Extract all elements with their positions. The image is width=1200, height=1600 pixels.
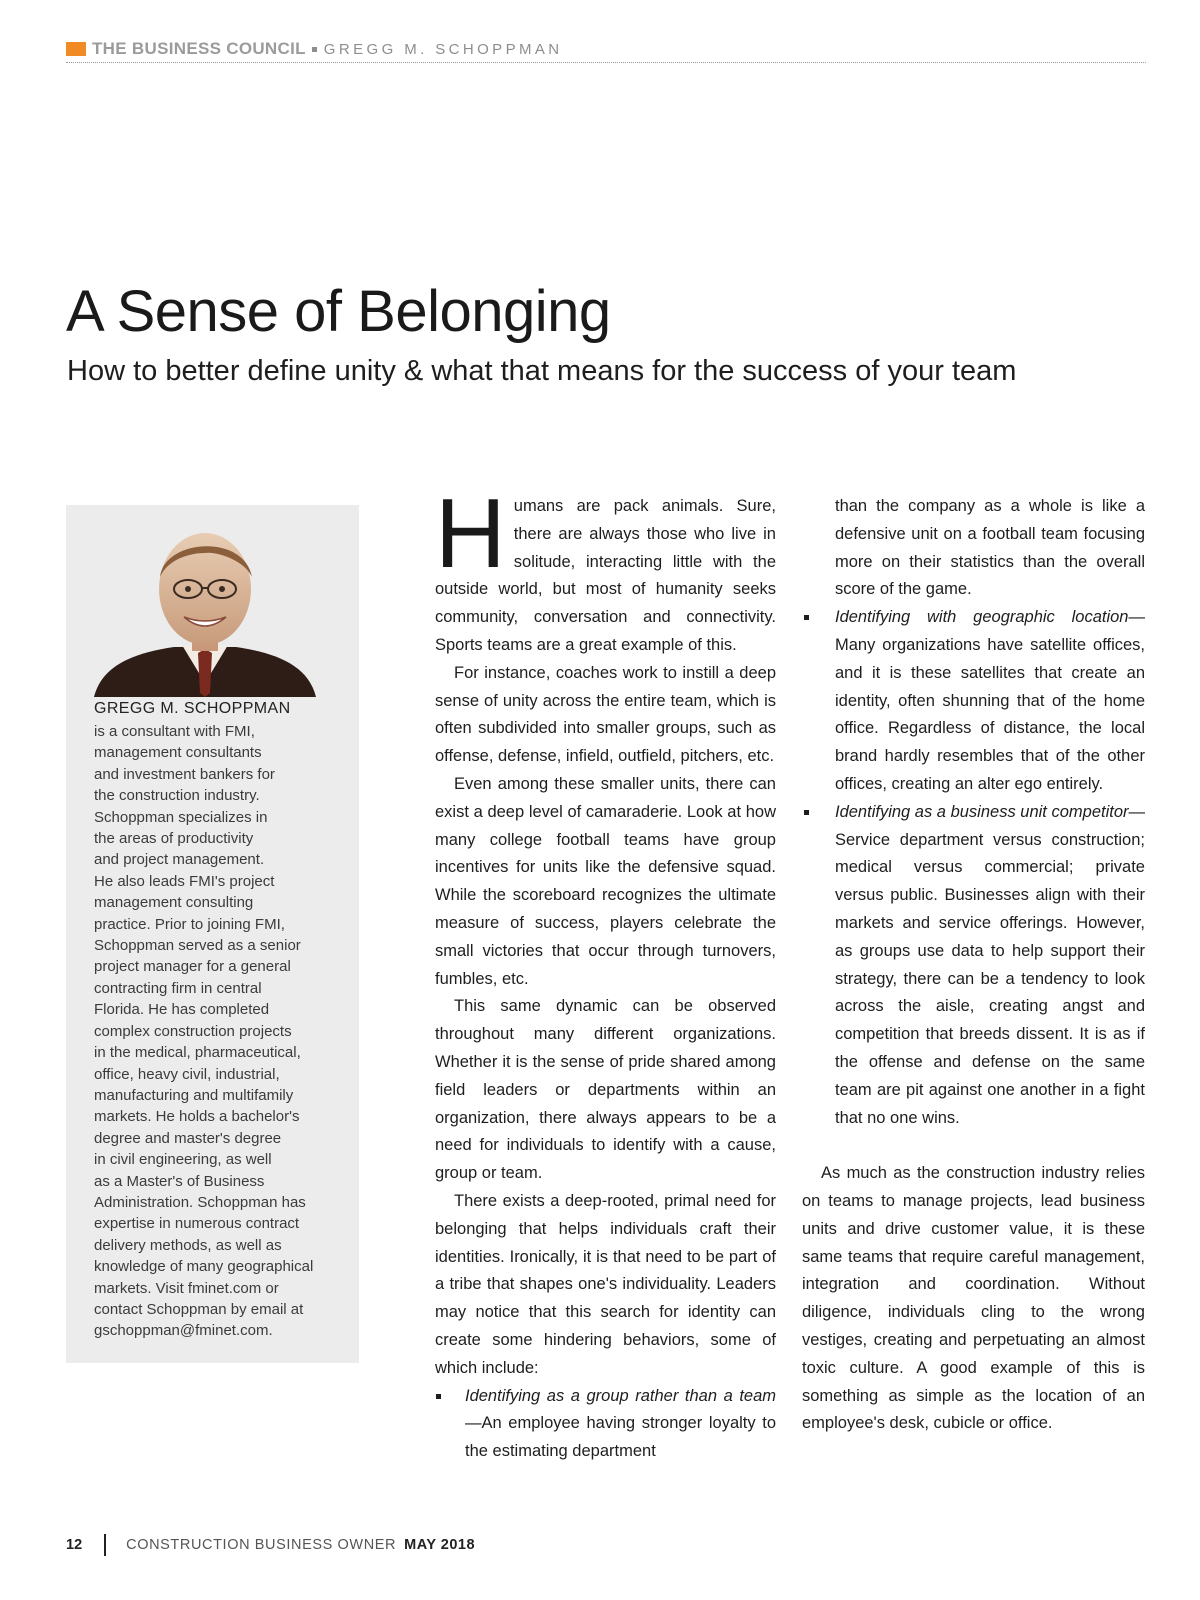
body-paragraph: This same dynamic can be observed throughout many different organizations. Whether it is the sense of pride shared among field leaders or departments within an organization, there always appears to be a need for individuals to identify with a cause, group or team.: [435, 997, 776, 1183]
issue-date: MAY 2018: [404, 1537, 476, 1553]
paragraph-gap: [802, 1132, 1145, 1160]
body-column-2: [802, 493, 1145, 1438]
author-bio-box: [66, 505, 359, 1363]
bullet-square-icon: [804, 615, 809, 620]
bullet-item: [802, 604, 1145, 799]
bullet-continuation: than the company as a whole is like a defensive unit on a football team focusing more on their statistics than the overall score of the game.: [835, 497, 1145, 599]
section-name: THE BUSINESS COUNCIL: [92, 39, 306, 58]
footer-divider: [104, 1534, 106, 1556]
header-author: GREGG M. SCHOPPMAN: [323, 40, 563, 58]
bullet-term: Identifying as a group rather than a team: [465, 1386, 776, 1405]
body-paragraph: Humans are pack animals. Sure, there are always those who live in solitude, interacting little with the outside world, but most of humanity seeks community, conversation and connectivity. Sports teams are a great example of this.: [435, 478, 776, 654]
body-column-1: [435, 478, 776, 1466]
body-paragraph: There exists a deep-rooted, primal need for belonging that helps individuals craft their identities. Ironically, it is that need to be part of a tribe that shapes one's individuality. Leaders may notice that this search for identity can create some hindering behaviors, some of which include:: [435, 1191, 776, 1377]
bullet-text: —Service department versus construction; medical versus commercial; private versus public. Businesses align with their markets and service offerings. However, as groups use data to help support their strategy, there can be a tendency to look across the aisle, creating angst and competition that breeds dissent. It is as if the offense and defense on the same team are pit against one another in a fight that no one wins.: [835, 802, 1145, 1127]
running-header: [66, 36, 1146, 63]
body-paragraph: For instance, coaches work to instill a deep sense of unity across the entire team, which is often subdivided into smaller groups, such as offense, defense, infield, outfield, pitchers, etc.: [435, 663, 776, 766]
bullet-square-icon: [436, 1394, 441, 1399]
article-subtitle: How to better define unity & what that means for the success of your team: [67, 355, 1017, 387]
author-photo: [94, 525, 316, 697]
body-paragraph: As much as the construction industry relies on teams to manage projects, lead business units and drive customer value, it is these same teams that require careful management, integration and coordination. Without diligence, individuals cling to the wrong vestiges, creating and perpetuating an almost toxic culture. A good example of this is something as simple as the location of an employee's desk, cubicle or office.: [802, 1164, 1145, 1433]
magazine-name: CONSTRUCTION BUSINESS OWNER: [126, 1537, 397, 1553]
bio-text: is a consultant with FMI, management consultants and investment bankers for the construction industry. Schoppman specializes in the areas of productivity and project management. He also leads FMI's project management consulting practice. Prior to joining FMI, Schoppman served as a senior project manager for a general contracting firm in central Florida. He has completed complex construction projects in the medical, pharmaceutical, office, heavy civil, industrial, manufacturing and multifamily markets. He holds a bachelor's degree and master's degree in civil engineering, as well as a Master's of Business Administration. Schoppman has expertise in numerous contract delivery methods, as well as knowledge of many geographical markets. Visit fminet.com or contact Schoppman by email at gschoppman@fminet.com.: [94, 723, 314, 1340]
page-footer: [66, 1533, 475, 1557]
bullet-square-icon: [804, 810, 809, 815]
drop-cap: H: [435, 478, 506, 588]
bullet-item: [435, 1383, 776, 1466]
separator-dot-icon: [312, 47, 317, 52]
bullet-term: Identifying as a business unit competitor: [835, 802, 1129, 821]
section-marker-icon: [66, 42, 86, 56]
bullet-text: —An employee having stronger loyalty to the estimating department: [465, 1414, 776, 1461]
body-paragraph: Even among these smaller units, there can exist a deep level of camaraderie. Look at how many college football teams have group incentives for units like the defensive squad. While the scoreboard recognizes the ultimate measure of success, players celebrate the small victories that occur through turnovers, fumbles, etc.: [435, 774, 776, 988]
article-title: A Sense of Belonging: [66, 279, 611, 344]
bullet-term: Identifying with geographic location: [835, 608, 1129, 627]
bullet-text: —Many organizations have satellite offices, and it is these satellites that create an identity, often shunning that of the home office. Regardless of distance, the local brand hardly resembles that of the other offices, creating an alter ego entirely.: [835, 608, 1145, 793]
bullet-item: [802, 799, 1145, 1133]
page-number: 12: [66, 1537, 83, 1553]
bio-name: GREGG M. SCHOPPMAN: [94, 700, 291, 717]
